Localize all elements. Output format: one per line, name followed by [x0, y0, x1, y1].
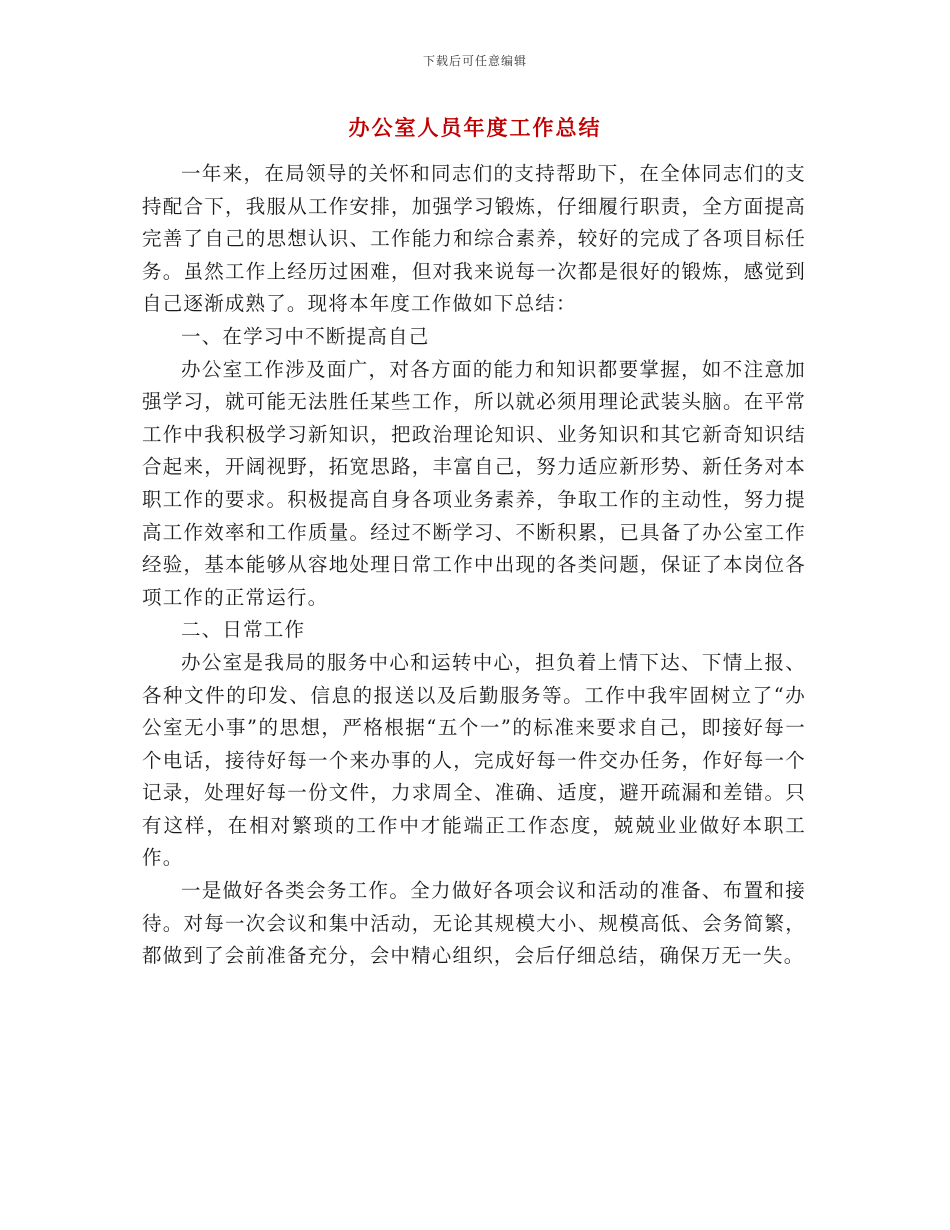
page-header-note: 下载后可任意编辑 [422, 54, 527, 68]
paragraph-intro: 一年来，在局领导的关怀和同志们的支持帮助下，在全体同志们的支持配合下，我服从工作安排，加强学习锻炼，仔细履行职责，全方面提高完善了自己的思想认识、工作能力和综合素养，较好的完成了各项目标任务。虽然工作上经历过困难，但对我来说每一次都是很好的锻炼，感觉到自己逐渐成熟了。现将本年度工作做如下总结： [142, 162, 806, 316]
section-heading-daily-work: 二、日常工作 [181, 618, 306, 642]
paragraph-meeting-work: 一是做好各类会务工作。全力做好各项会议和活动的准备、布置和接待。对每一次会议和集中活动，无论其规模大小、规模高低、会务简繁，都做到了会前准备充分，会中精心组织，会后仔细总结，确保万无一失。 [142, 879, 806, 968]
paragraph-daily-work: 办公室是我局的服务中心和运转中心，担负着上情下达、下情上报、各种文件的印发、信息的报送以及后勤服务等。工作中我牢固树立了“办公室无小事”的思想，严格根据“五个一”的标准来要求自己，即接好每一个电话，接待好每一个来办事的人，完成好每一件交办任务，作好每一个记录，处理好每一份文件，力求周全、准确、适度，避开疏漏和差错。只有这样，在相对繁琐的工作中才能端正工作态度，兢兢业业做好本职工作。 [142, 650, 806, 870]
document-title: 办公室人员年度工作总结 [348, 115, 602, 140]
paragraph-study: 办公室工作涉及面广，对各方面的能力和知识都要掌握，如不注意加强学习，就可能无法胜任某些工作，所以就必须用理论武装头脑。在平常工作中我积极学习新知识，把政治理论知识、业务知识和其它新奇知识结合起来，开阔视野，拓宽思路，丰富自己，努力适应新形势、新任务对本职工作的要求。积极提高自身各项业务素养，争取工作的主动性，努力提高工作效率和工作质量。经过不断学习、不断积累，已具备了办公室工作经验，基本能够从容地处理日常工作中出现的各类问题，保证了本岗位各项工作的正常运行。 [142, 357, 806, 609]
section-heading-study: 一、在学习中不断提高自己 [181, 324, 430, 348]
document-body [142, 158, 806, 973]
